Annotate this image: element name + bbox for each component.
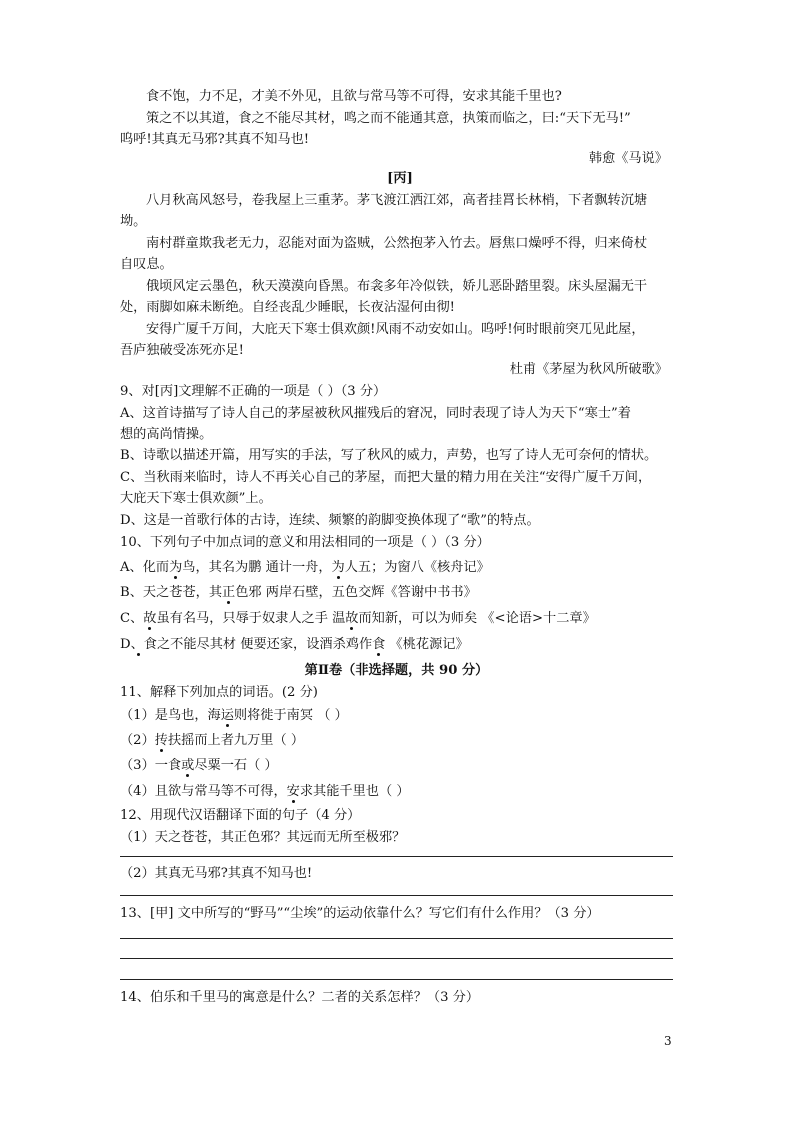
dotted-word: 或: [181, 758, 195, 773]
q9-stem: 9、对[丙]文理解不正确的一项是（ ）（3 分）: [120, 384, 387, 399]
q10-stem: 10、下列句子中加点词的意义和用法相同的一项是（ ）（3 分）: [120, 535, 490, 550]
bing-line-8: 吾庐独破受冻死亦足!: [120, 343, 244, 358]
bing-author: 杜甫《茅屋为秋风所破歌》: [509, 362, 668, 377]
dotted-word: 为: [331, 560, 345, 575]
bing-line-5: 俄顷风定云墨色，秋天漠漠向昏黑。布衾多年冷似铁，娇儿恶卧踏里裂。床头屋漏无干: [146, 279, 648, 294]
bing-line-6: 处，雨脚如麻未断绝。自经丧乱少睡眠，长夜沾湿何由彻!: [120, 300, 455, 315]
q10-option-d: D、食之不能尽其材 便要还家，设酒杀鸡作食 《桃花源记》: [120, 637, 469, 652]
q9-option-c-line-1: C、当秋雨来临时，诗人不再关心自己的茅屋，而把大量的精力用在关注“安得广厦千万间，: [120, 470, 652, 485]
section-2-heading: 第Ⅱ卷（非选择题，共 90 分）: [304, 663, 489, 678]
q14-stem: 14、伯乐和千里马的寓意是什么？二者的关系怎样？（3 分）: [120, 990, 480, 1005]
q11-item-2: （2）抟扶摇而上者九万里（ ）: [120, 733, 305, 748]
q10-option-c: C、故虽有名马，只辱于奴隶人之手 温故而知新，可以为师矣 《<论语>十二章》: [120, 611, 596, 626]
answer-line[interactable]: [120, 856, 673, 857]
dotted-word: 运: [220, 708, 234, 723]
dotted-word: D、食: [120, 637, 157, 652]
bing-line-3: 南村群童欺我老无力，忍能对面为盗贼，公然抱茅入竹去。唇焦口燥呼不得，归来倚杖: [146, 236, 648, 251]
dotted-word: 故: [345, 611, 359, 626]
q9-option-c-line-2: 大庇天下寒士俱欢颜”上。: [120, 491, 272, 506]
q12-sentence-1: （1）天之苍苍，其正色邪？其远而无所至极邪？: [120, 830, 406, 845]
q10-option-b: B、天之苍苍，其正色邪 两岸石壁，五色交辉《答谢中书书》: [120, 585, 477, 600]
answer-line[interactable]: [120, 938, 673, 939]
dotted-word: 为: [169, 560, 183, 575]
q11-item-1: （1）是鸟也，海运则将徙于南冥 （ ）: [120, 708, 348, 723]
q11-item-3: （3）一食或尽粟一石（ ）: [120, 758, 278, 773]
q11-item-4: （4）且欲与常马等不可得，安求其能千里也（ ）: [120, 784, 410, 799]
q10-option-a: A、化而为鸟，其名为鹏 通计一舟，为人五；为窗八《核舟记》: [120, 560, 490, 575]
bing-line-1: 八月秋高风怒号，卷我屋上三重茅。茅飞渡江洒江郊，高者挂罥长林梢，下者飘转沉塘: [146, 193, 648, 208]
bing-line-2: 坳。: [120, 214, 147, 229]
dotted-word: 故: [143, 611, 157, 626]
answer-line[interactable]: [120, 979, 673, 980]
q11-stem: 11、解释下列加点的词语。(2 分): [120, 685, 318, 700]
ma-shuo-author: 韩愈《马说》: [588, 151, 668, 166]
q9-option-a-line-2: 想的高尚情操。: [120, 427, 213, 442]
dotted-word: 抟: [154, 733, 168, 748]
dotted-word: 安: [286, 784, 300, 799]
dotted-word: 正: [222, 585, 236, 600]
bing-title: [丙]: [387, 171, 413, 186]
bing-line-7: 安得广厦千万间，大庇天下寒士俱欢颜!风雨不动安如山。呜呼!何时眼前突兀见此屋，: [146, 322, 645, 337]
answer-line[interactable]: [120, 958, 673, 959]
q12-sentence-2: （2）其真无马邪?其真不知马也!: [120, 866, 313, 881]
q9-option-d: D、这是一首歌行体的古诗，连续、频繁的韵脚变换体现了“歌”的特点。: [120, 513, 540, 528]
q9-option-a-line-1: A、这首诗描写了诗人自己的茅屋被秋风摧残后的窘况，同时表现了诗人为天下“寒士”着: [120, 406, 631, 421]
ma-shuo-paragraph-2-line-2: 呜呼!其真无马邪?其真不知马也!: [120, 132, 310, 147]
ma-shuo-paragraph-1: 食不饱，力不足，才美不外见，且欲与常马等不可得，安求其能千里也?: [146, 89, 562, 104]
page-number: 3: [664, 1034, 672, 1048]
dotted-word: 食: [372, 637, 386, 652]
q13-stem: 13、[甲] 文中所写的“野马”“尘埃”的运动依靠什么？写它们有什么作用？（3 分）: [120, 906, 600, 921]
ma-shuo-paragraph-2-line-1: 策之不以其道，食之不能尽其材，鸣之而不能通其意，执策而临之，曰:“天下无马!”: [146, 111, 631, 126]
bing-line-4: 自叹息。: [120, 257, 173, 272]
q9-option-b: B、诗歌以描述开篇，用写实的手法，写了秋风的威力，声势，也写了诗人无可奈何的情状。: [120, 448, 658, 463]
answer-line[interactable]: [120, 895, 673, 896]
q12-stem: 12、用现代汉语翻译下面的句子（4 分）: [120, 808, 361, 823]
